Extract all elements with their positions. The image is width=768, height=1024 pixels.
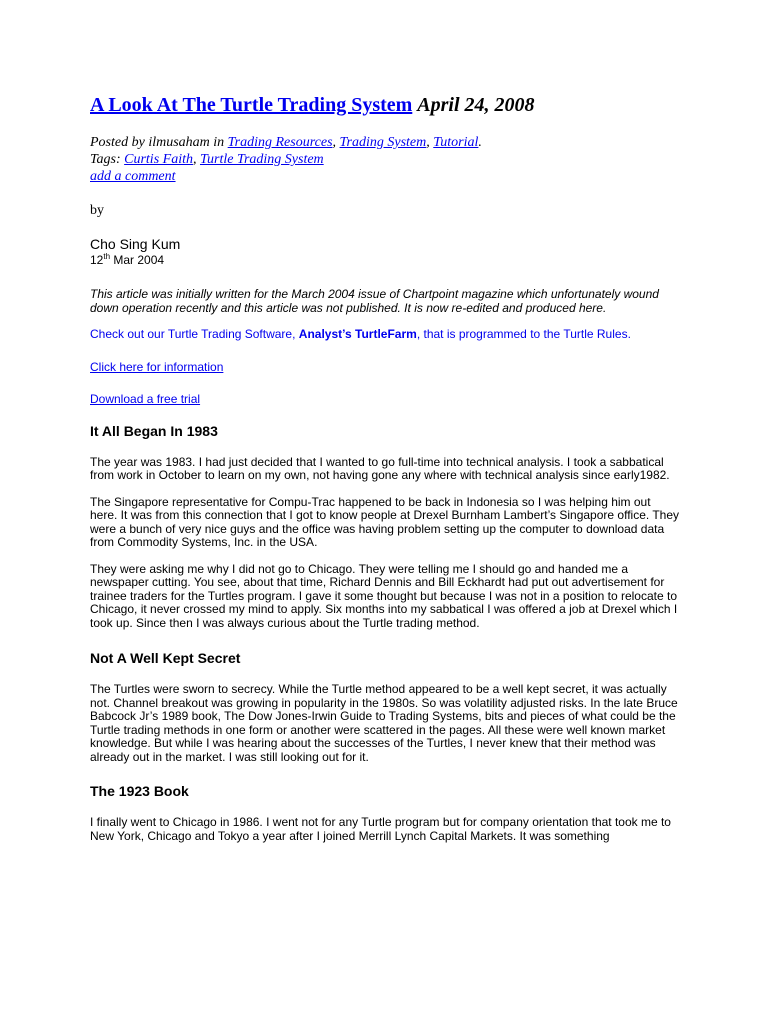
post-date: April 24, 2008 (417, 94, 535, 116)
paragraph: The Turtles were sworn to secrecy. While the Turtle method appeared to be a well kept secret, it was actually not. Channel breakout was growing in popularity in the 1980s. So was volatility adjusted risks. In the late Bruce Babcock Jr’s 1989 book, The Dow Jones-Irwin Guide to Trading Systems, bits and pieces of what could be the Turtle trading methods in one form or another were scattered in the pages. All these were well known market knowledge. But while I was hearing about the successes of the Turtles, I never knew that their method was already out in the market. I was still looking out for it. (90, 682, 678, 764)
paragraph: I finally went to Chicago in 1986. I went not for any Turtle program but for company orientation that took me to New York, Chicago and Tokyo a year after I joined Merrill Lynch Capital Markets. It was something (90, 815, 671, 843)
section-heading: The 1923 Book (90, 783, 189, 799)
intro-note: This article was initially written for the March 2004 issue of Chartpoint magazine which unfortunately wound down operation recently and this article was not published. It is now re-edited and produced here. (90, 287, 659, 315)
paragraph: The Singapore representative for Compu-Trac happened to be back in Indonesia so I was helping him out here. It was from this connection that I got to know people at Drexel Burnham Lambert’s Singapore office. They were a bunch of very nice guys and the office was having problem setting up the computer to download data from Commodity Systems, Inc. in the USA. (90, 494, 679, 549)
article (90, 92, 680, 843)
paragraph: They were asking me why I did not go to Chicago. They were telling me I should go and handed me a newspaper cutting. You see, about that time, Richard Dennis and Bill Eckhardt had put out advertisement for trainee traders for the Turtles program. I gave it some thought but because I was not in a position to relocate to Chicago, it never crossed my mind to apply. Six months into my sabbatical I was offered a job at Drexel which I took up. Since then I was always curious about the Turtle trading method. (90, 561, 678, 630)
tag-link-curtis-faith[interactable]: Curtis Faith (124, 152, 193, 167)
post-title (90, 92, 680, 118)
tags-label: Tags: (90, 152, 125, 167)
turtlefarm-name: Analyst’s TurtleFarm (298, 327, 417, 341)
paragraph: The year was 1983. I had just decided that I wanted to go full-time into technical analysis. I took a sabbatical from work in October to learn on my own, not having gone any where with technical analysis since early1982. (90, 454, 670, 482)
post-meta (90, 134, 680, 185)
free-trial-link[interactable]: Download a free trial (90, 392, 201, 406)
byline-by: by (90, 203, 104, 218)
tag-link-turtle-trading-system[interactable]: Turtle Trading System (199, 152, 324, 167)
post-title-link[interactable]: A Look At The Turtle Trading System (90, 94, 413, 116)
category-link-tutorial[interactable]: Tutorial (433, 135, 479, 150)
category-link-trading-system[interactable]: Trading System (339, 135, 427, 150)
category-link-trading-resources[interactable]: Trading Resources (227, 135, 333, 150)
author-name: Cho Sing Kum (90, 236, 181, 252)
posted-by-text: Posted by ilmusaham in (90, 135, 228, 150)
section-heading: It All Began In 1983 (90, 422, 218, 439)
software-promo: Check out our Turtle Trading Software, Analyst’s TurtleFarm, that is programmed to the Turtle Rules. (90, 327, 631, 341)
tags-line: Tags: Curtis Faith, Turtle Trading System (90, 152, 324, 167)
add-comment-link[interactable]: add a comment (90, 169, 176, 184)
posted-by-line: Posted by ilmusaham in Trading Resources, Trading System, Tutorial. (90, 135, 482, 150)
author-date: 12th Mar 2004 (90, 252, 165, 267)
info-link[interactable]: Click here for information (90, 359, 224, 374)
section-heading: Not A Well Kept Secret (90, 650, 241, 666)
